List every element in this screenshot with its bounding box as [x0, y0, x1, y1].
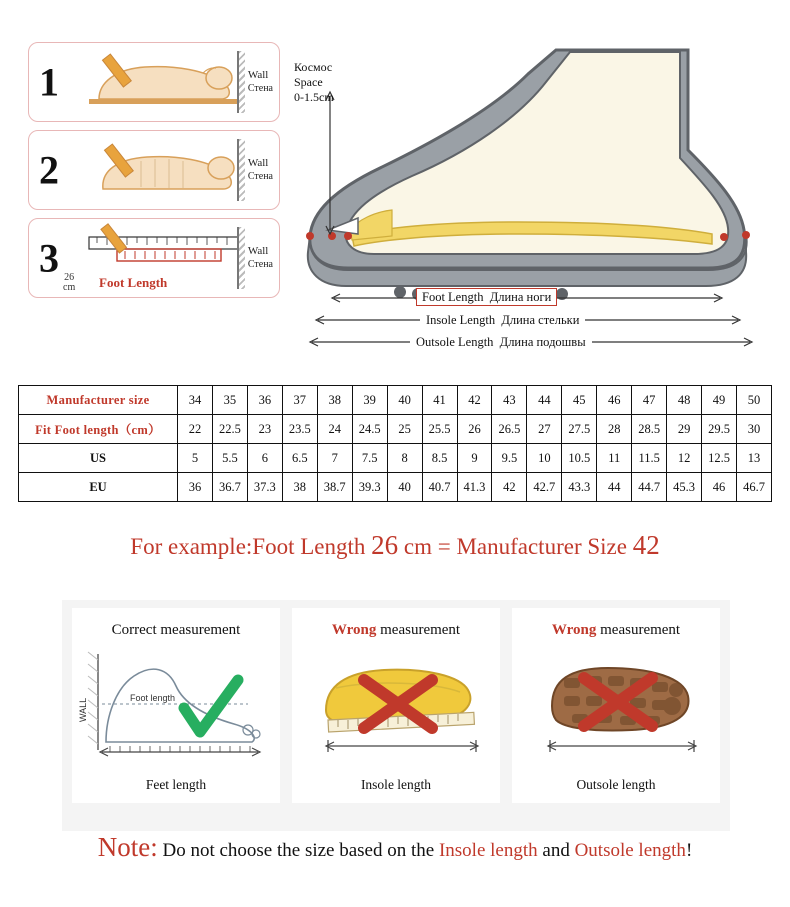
step-3 — [28, 218, 280, 298]
cell: 8 — [387, 444, 422, 473]
shoe-cross-section-diagram — [288, 30, 766, 360]
panel-title-suffix: measurement — [596, 622, 681, 638]
panel-title-highlight: Wrong — [331, 622, 377, 638]
cell: 49 — [702, 386, 737, 415]
panel-wrong-insole — [292, 608, 500, 803]
cell: 36 — [178, 473, 213, 502]
step-number: 2 — [39, 147, 59, 193]
cell: 8.5 — [422, 444, 457, 473]
table-row — [19, 473, 772, 502]
cell: 35 — [212, 386, 247, 415]
panel-title — [512, 622, 720, 639]
cell: 9 — [457, 444, 492, 473]
cell: 43 — [492, 386, 527, 415]
step-1-illustration — [81, 47, 233, 117]
cell: 39 — [352, 386, 387, 415]
panel-caption: Feet length — [145, 777, 207, 792]
panel-wrong-outsole — [512, 608, 720, 803]
cell: 26.5 — [492, 415, 527, 444]
example-line — [0, 530, 790, 561]
cell: 41 — [422, 386, 457, 415]
cell: 11 — [597, 444, 632, 473]
wall-label: Wall Стена — [247, 157, 273, 182]
cell: 44.7 — [632, 473, 667, 502]
row-header-manufacturer-size: Manufacturer size — [19, 386, 178, 415]
cell: 45.3 — [667, 473, 702, 502]
note-line — [0, 832, 790, 863]
panel-title-highlight: Wrong — [551, 622, 597, 638]
cell: 36 — [247, 386, 282, 415]
cell: 48 — [667, 386, 702, 415]
row-header-fit-foot-length: Fit Foot length（cm） — [19, 415, 178, 444]
panel-correct-measurement — [72, 608, 280, 803]
cell: 7 — [317, 444, 352, 473]
cell: 28 — [597, 415, 632, 444]
top-section — [0, 0, 790, 365]
foot-length-value: 26 cm — [63, 272, 76, 293]
cell: 47 — [632, 386, 667, 415]
cell: 9.5 — [492, 444, 527, 473]
step-number: 1 — [39, 59, 59, 105]
correct-measurement-illustration — [72, 646, 280, 764]
outsole-illustration — [512, 646, 720, 764]
comparison-panels — [62, 600, 730, 831]
foot-length-measure: Foot Length Длина ноги — [416, 290, 557, 305]
panel-caption: Outsole length — [576, 777, 656, 792]
table-row — [19, 444, 772, 473]
step-number: 3 — [39, 235, 59, 281]
cell: 6 — [247, 444, 282, 473]
cell: 10 — [527, 444, 562, 473]
cell: 22 — [178, 415, 213, 444]
cell: 30 — [737, 415, 772, 444]
panel-title — [72, 622, 280, 639]
foot-length-label: Foot Length — [99, 275, 168, 290]
panel-title-suffix: measurement — [156, 622, 241, 638]
cell: 29 — [667, 415, 702, 444]
wall-hatch — [237, 227, 245, 289]
cell: 12.5 — [702, 444, 737, 473]
outsole-length-measure: Outsole Length Длина подошвы — [410, 335, 592, 350]
space-label: Космос Space 0-1.5cm — [294, 60, 334, 104]
table-row — [19, 386, 772, 415]
measuring-steps — [28, 42, 280, 306]
cell: 38 — [317, 386, 352, 415]
note-outsole-length: Outsole length — [574, 840, 686, 861]
size-conversion-table — [18, 385, 772, 502]
insole-illustration — [292, 646, 500, 764]
cell: 13 — [737, 444, 772, 473]
cell: 6.5 — [282, 444, 317, 473]
example-prefix: For example:Foot Length — [130, 534, 372, 559]
cell: 10.5 — [562, 444, 597, 473]
cell: 7.5 — [352, 444, 387, 473]
panel-caption: Insole length — [360, 777, 432, 792]
cell: 23 — [247, 415, 282, 444]
note-text-2: and — [537, 840, 575, 861]
cell: 38 — [282, 473, 317, 502]
cell: 40 — [387, 473, 422, 502]
example-foot-length: 26 — [371, 530, 399, 560]
cell: 24.5 — [352, 415, 387, 444]
panel-title-highlight: Correct — [111, 622, 157, 638]
cell: 27 — [527, 415, 562, 444]
svg-text:WALL: WALL — [78, 697, 88, 722]
note-text-3: ! — [685, 840, 693, 861]
size-table — [18, 385, 772, 502]
cell: 37 — [282, 386, 317, 415]
panel-title-suffix: measurement — [376, 622, 461, 638]
cell: 39.3 — [352, 473, 387, 502]
wall-label: Wall Стена — [247, 245, 273, 270]
cell: 22.5 — [212, 415, 247, 444]
cell: 38.7 — [317, 473, 352, 502]
cell: 44 — [597, 473, 632, 502]
cell: 44 — [527, 386, 562, 415]
wall-hatch — [237, 139, 245, 201]
cell: 23.5 — [282, 415, 317, 444]
cell: 5.5 — [212, 444, 247, 473]
cell: 45 — [562, 386, 597, 415]
cell: 41.3 — [457, 473, 492, 502]
cell: 34 — [178, 386, 213, 415]
insole-length-measure: Insole Length Длина стельки — [420, 313, 585, 328]
cell: 29.5 — [702, 415, 737, 444]
cell: 42 — [492, 473, 527, 502]
cell: 24 — [317, 415, 352, 444]
cell: 46.7 — [737, 473, 772, 502]
panel-title — [292, 622, 500, 639]
cell: 42.7 — [527, 473, 562, 502]
cell: 28.5 — [632, 415, 667, 444]
cell: 40.7 — [422, 473, 457, 502]
row-header-eu: EU — [19, 473, 178, 502]
example-mid: cm = Manufacturer Size — [398, 534, 633, 559]
cell: 40 — [387, 386, 422, 415]
cell: 50 — [737, 386, 772, 415]
cell: 37.3 — [247, 473, 282, 502]
note-text-1: Do not choose the size based on the — [157, 840, 439, 861]
cell: 26 — [457, 415, 492, 444]
table-row — [19, 415, 772, 444]
wall-hatch — [237, 51, 245, 113]
panels-row — [62, 608, 730, 803]
cell: 46 — [597, 386, 632, 415]
svg-text:Foot length: Foot length — [130, 693, 176, 703]
step-1 — [28, 42, 280, 122]
cell: 42 — [457, 386, 492, 415]
cell: 36.7 — [212, 473, 247, 502]
cell: 43.3 — [562, 473, 597, 502]
cell: 5 — [178, 444, 213, 473]
cell: 25.5 — [422, 415, 457, 444]
cell: 25 — [387, 415, 422, 444]
cell: 46 — [702, 473, 737, 502]
example-manufacturer-size: 42 — [632, 530, 660, 560]
step-2 — [28, 130, 280, 210]
row-header-us: US — [19, 444, 178, 473]
cell: 12 — [667, 444, 702, 473]
wall-label: Wall Стена — [247, 69, 273, 94]
note-insole-length: Insole length — [438, 840, 538, 861]
cell: 27.5 — [562, 415, 597, 444]
step-2-illustration — [81, 135, 233, 205]
table-body — [19, 386, 772, 502]
note-label: Note: — [97, 832, 158, 862]
cell: 11.5 — [632, 444, 667, 473]
